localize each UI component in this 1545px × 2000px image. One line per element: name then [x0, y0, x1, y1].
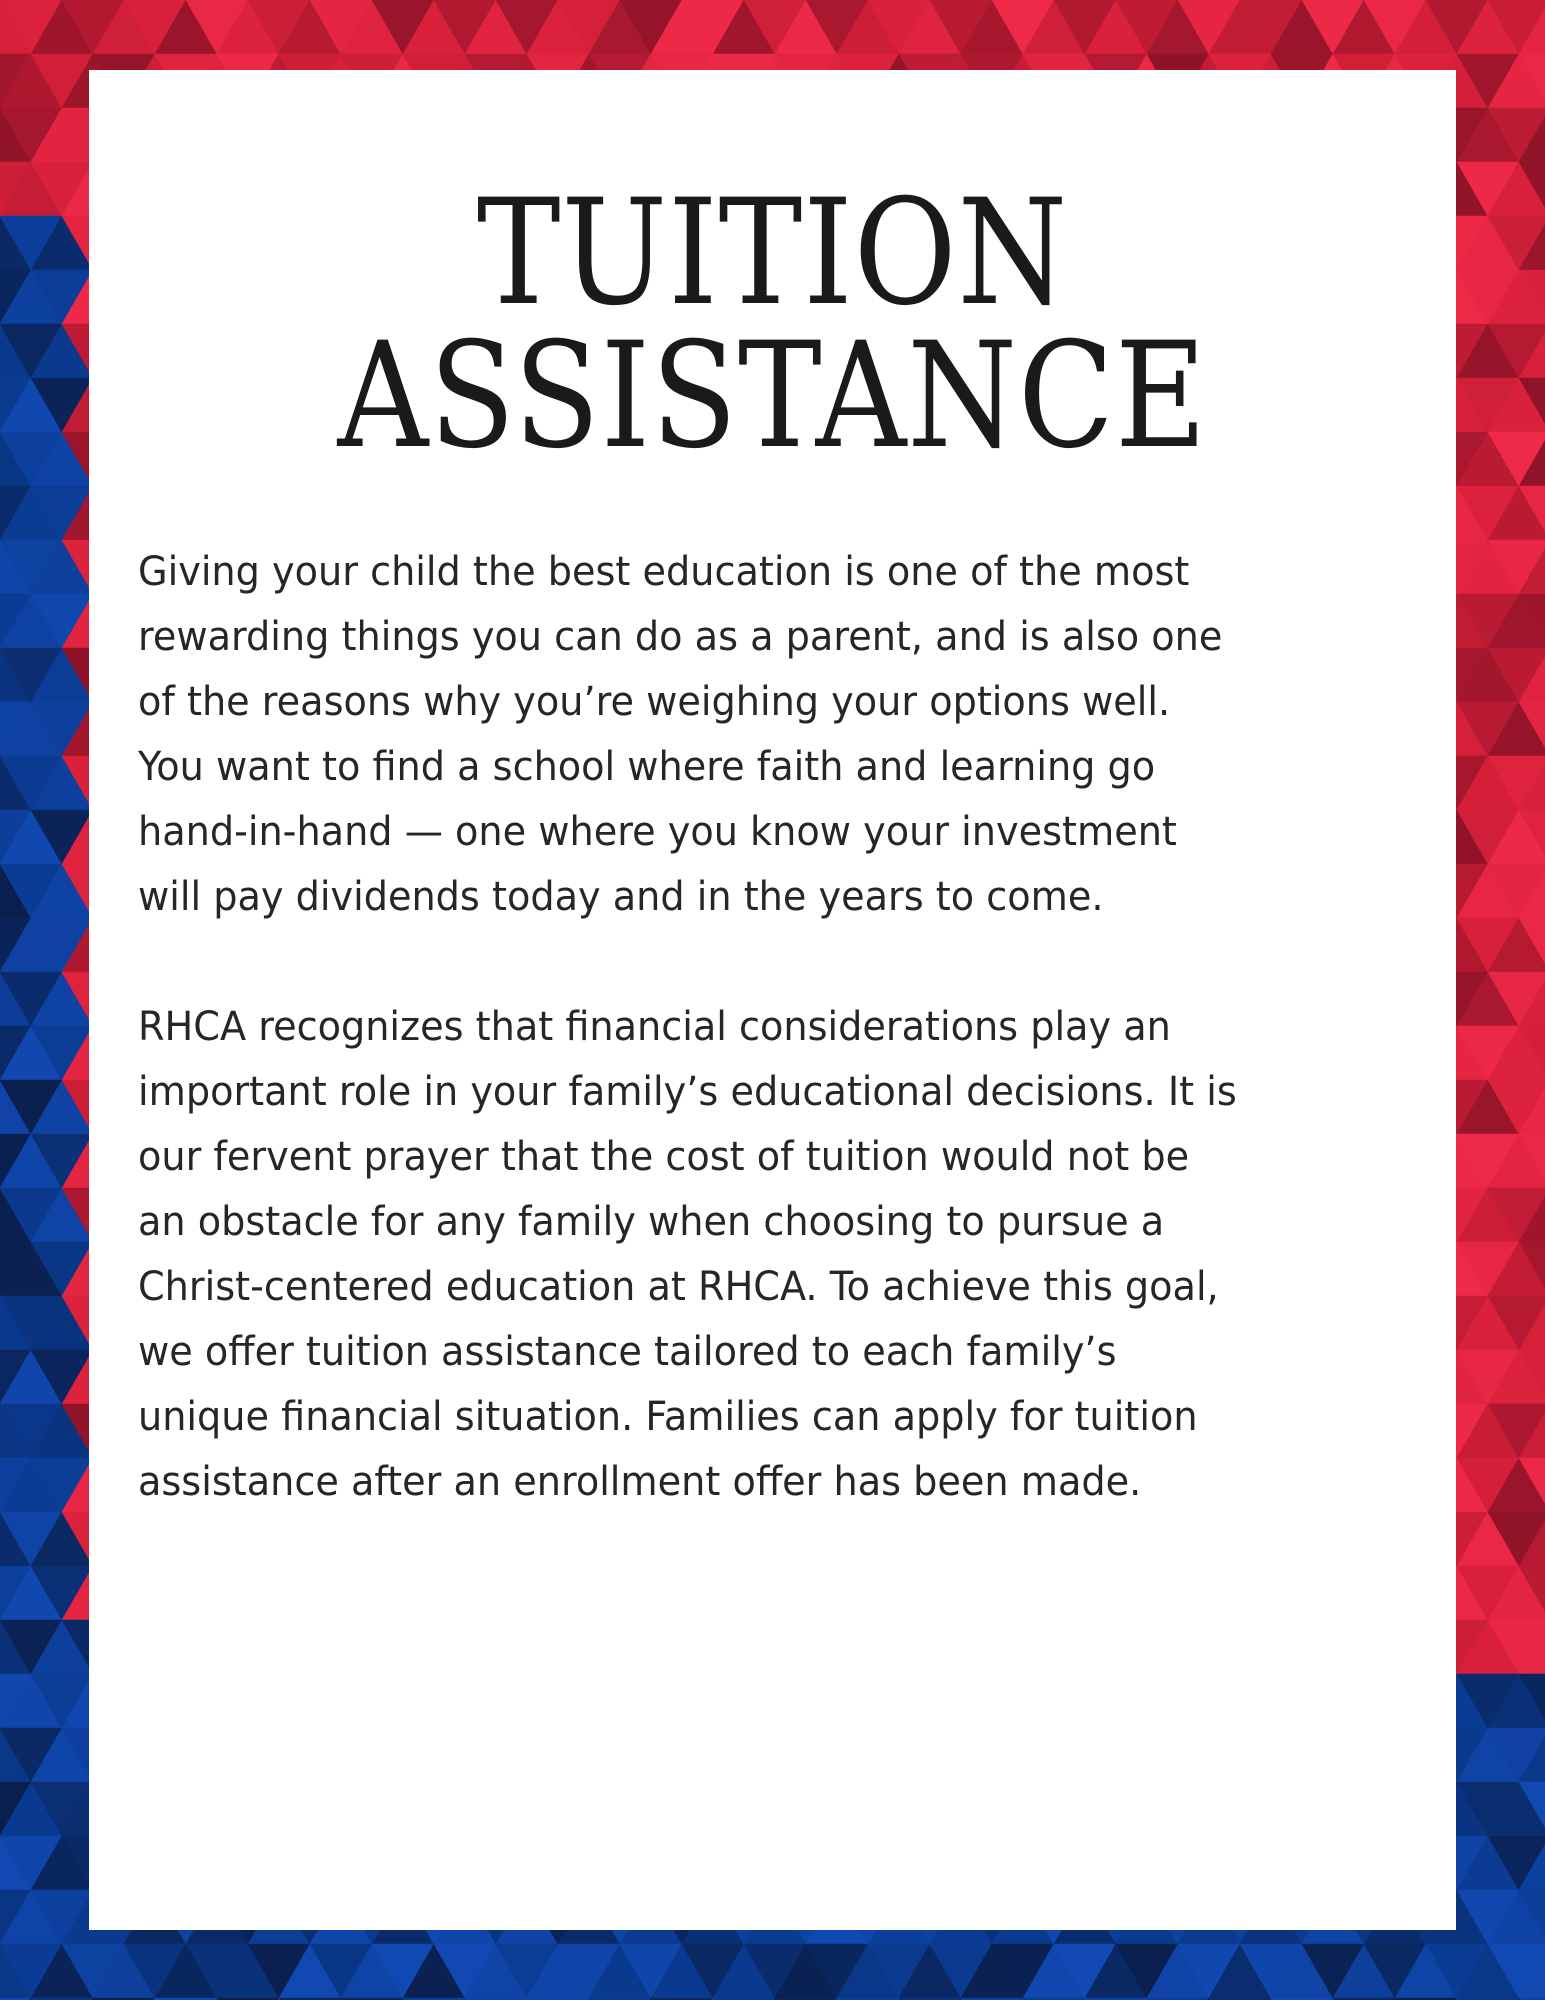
page-title: [89, 168, 1456, 481]
paragraph-intro: Giving your child the best education is one of the most rewarding things you can do as a parent, and is also one of the reasons why you’re weighing your options well. You want to find a school where faith and learning go hand-in-hand — one where you know your investment will pay dividends today and in the years to come.: [138, 549, 1223, 920]
content-panel: [89, 70, 1456, 1930]
body-text: [138, 540, 1438, 1580]
paragraph-assistance: RHCA recognizes that financial considerations play an important role in your family’s educational decisions. It is our fervent prayer that the cost of tuition would not be an obstacle for any family when choosing to pursue a Christ-centered education at RHCA. To achieve this goal, we offer tuition assistance tailored to each family’s unique financial situation. Families can apply for tuition assistance after an enrollment offer has been made.: [138, 1004, 1237, 1505]
title-line-1: TUITION: [476, 168, 1069, 338]
title-line-2: ASSISTANCE: [337, 311, 1208, 481]
